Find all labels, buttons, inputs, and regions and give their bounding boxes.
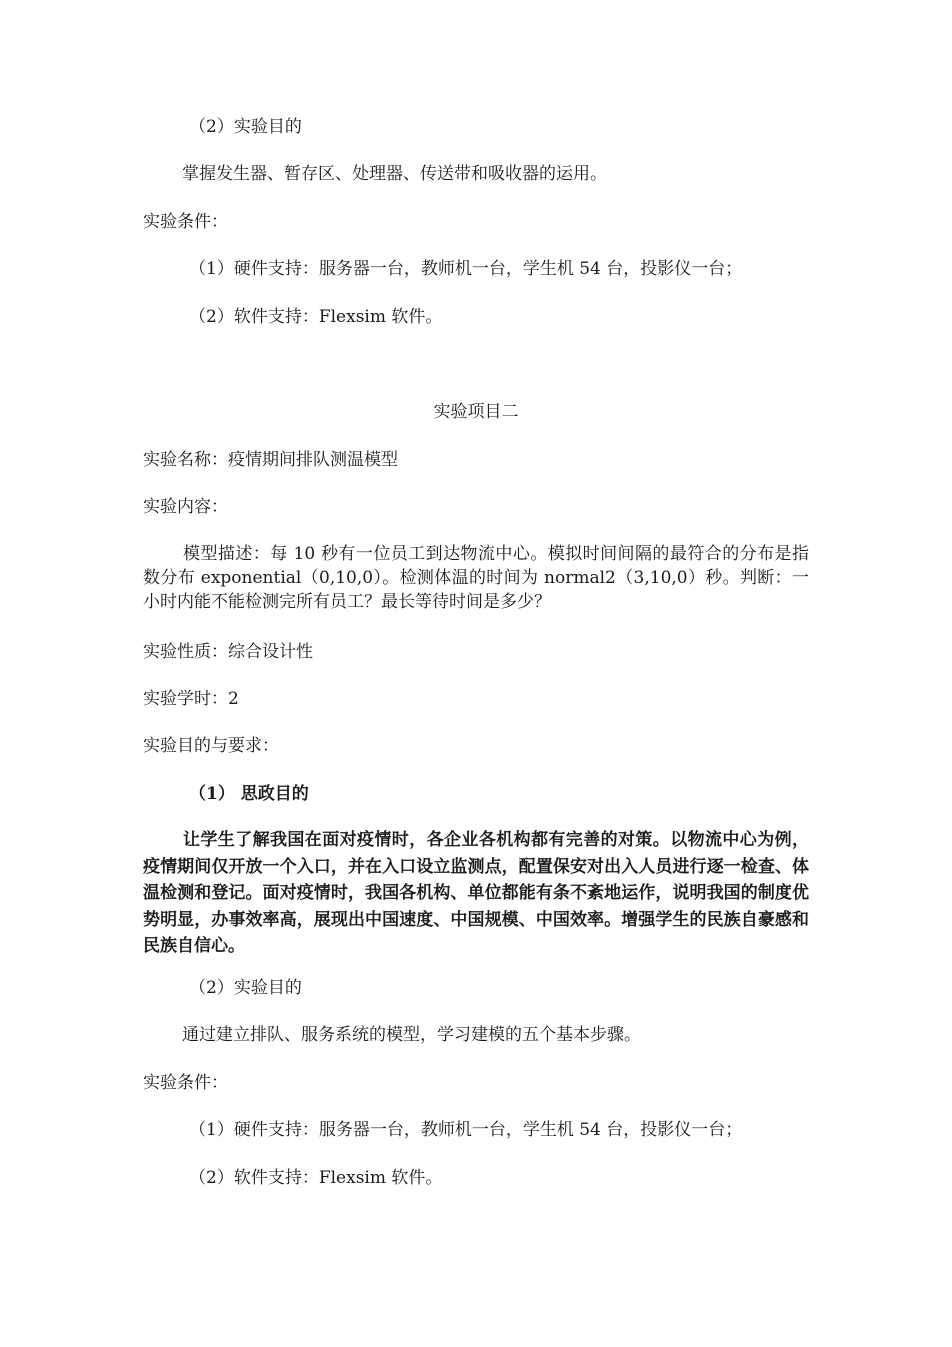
s2-hours: 实验学时：2 (143, 689, 239, 709)
s2-content-label: 实验内容： (143, 497, 228, 517)
s2-purpose-heading: （2）实验目的 (189, 978, 302, 998)
s2-nature: 实验性质：综合设计性 (143, 642, 313, 662)
s1-purpose-heading: （2）实验目的 (189, 117, 302, 137)
s1-hardware: （1）硬件支持：服务器一台，教师机一台，学生机 54 台，投影仪一台； (189, 259, 743, 279)
s2-title: 实验项目二 (433, 402, 519, 422)
s2-conditions-label: 实验条件： (143, 1073, 228, 1093)
s2-hardware: （1）硬件支持：服务器一台，教师机一台，学生机 54 台，投影仪一台； (189, 1120, 743, 1140)
s2-name: 实验名称：疫情期间排队测温模型 (143, 450, 398, 470)
s2-ideology-text: 让学生了解我国在面对疫情时，各企业各机构都有完善的对策。以物流中心为例，疫情期间仅开放一个入口，并在入口设立监测点，配置保安对出入人员进行逐一检查、体温检测和登记。面对疫情时，我国各机构、单位都能有条不紊地运作，说明我国的制度优势明显，办事效率高，展现出中国速度、中国规模、中国效率。增强学生的民族自豪感和民族自信心。 (143, 830, 809, 956)
s1-conditions-label: 实验条件： (143, 212, 228, 232)
s1-software: （2）软件支持：Flexsim 软件。 (189, 307, 443, 327)
s2-description: 模型描述：每 10 秒有一位员工到达物流中心。模拟时间间隔的最符合的分布是指数分布 exponential（0,10,0）。检测体温的时间为 normal2（3,10,0）秒。判断：一小时内能不能检测完所有员工？最长等待时间是多少？ (143, 544, 809, 612)
s2-software: （2）软件支持：Flexsim 软件。 (189, 1168, 443, 1188)
s2-goals-label: 实验目的与要求： (143, 736, 279, 756)
s1-purpose-text: 掌握发生器、暂存区、处理器、传送带和吸收器的运用。 (182, 164, 607, 184)
s2-ideology-heading: （1） 思政目的 (189, 784, 309, 804)
s2-purpose-text: 通过建立排队、服务系统的模型，学习建模的五个基本步骤。 (182, 1025, 641, 1045)
